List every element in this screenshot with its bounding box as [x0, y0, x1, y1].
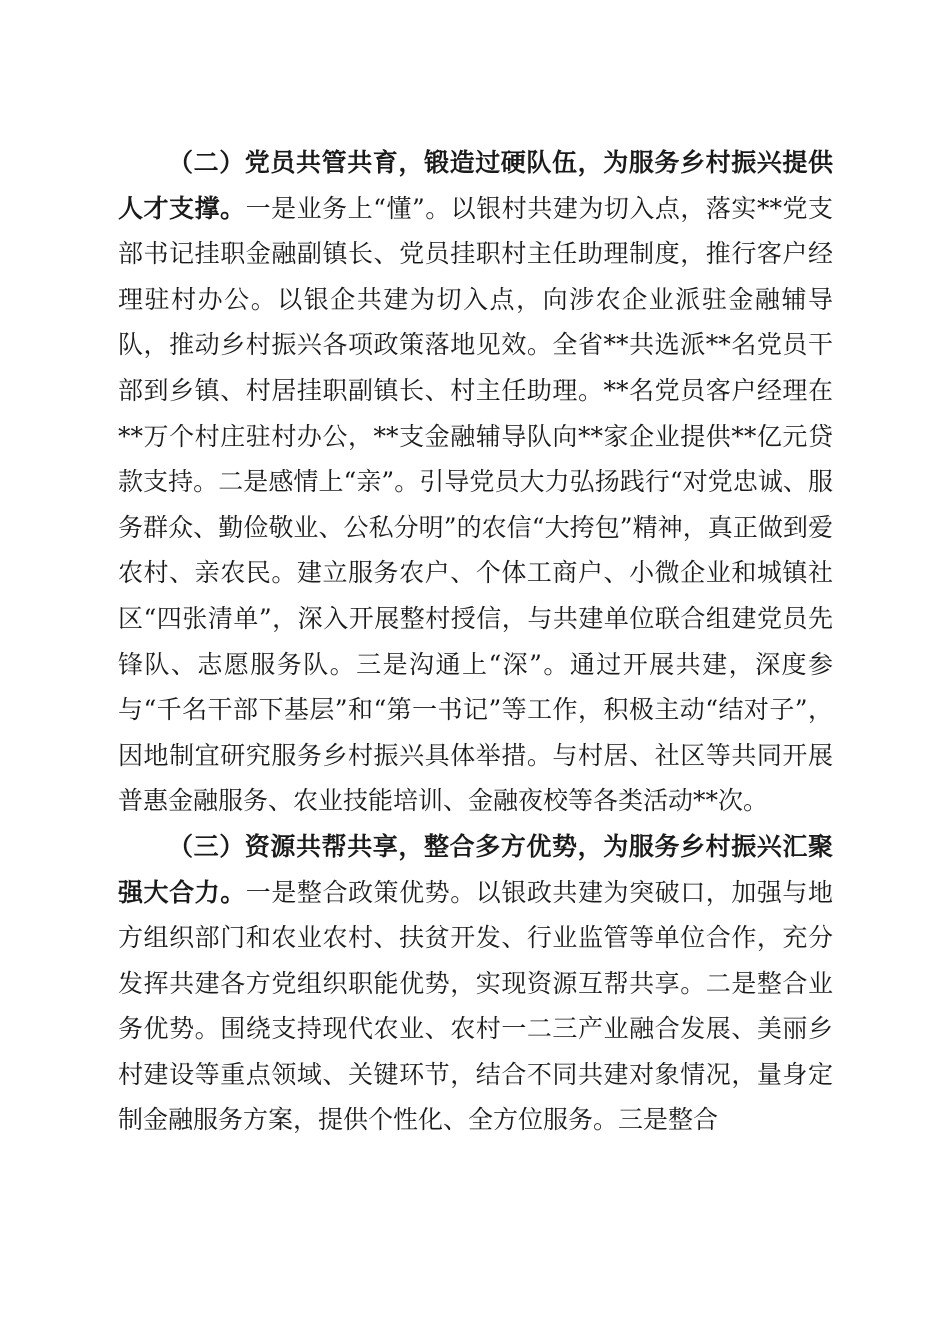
paragraph-heading: （三）资源共帮共享，整合多方优势，为服务乡村振兴汇聚强大合力。: [118, 831, 833, 907]
paragraph-heading: （二）党员共管共育，锻造过硬队伍，为服务乡村振兴提供人才支撑。: [118, 148, 833, 223]
paragraph-text: 一是业务上“懂”。以银村共建为切入点，落实**党支部书记挂职金融副镇长、党员挂职村主任助理制度，推行客户经理驻村办公。以银企共建为切入点，向涉农企业派驻金融辅导队，推动乡村振兴各项政策落地见效。全省**共选派**名党员干部到乡镇、村居挂职副镇长、村主任助理。**名党员客户经理在**万个村庄驻村办公，**支金融辅导队向**家企业提供**亿元贷款支持。二是感情上“亲”。引导党员大力弘扬践行“对党忠诚、服务群众、勤俭敬业、公私分明”的农信“大挎包”精神，真正做到爱农村、亲农民。建立服务农户、个体工商户、小微企业和城镇社区“四张清单”，深入开展整村授信，与共建单位联合组建党员先锋队、志愿服务队。三是沟通上“深”。通过开展共建，深度参与“千名干部下基层”和“第一书记”等工作，积极主动“结对子”，因地制宜研究服务乡村振兴具体举措。与村居、社区等共同开展普惠金融服务、农业技能培训、金融夜校等各类活动**次。: [118, 193, 833, 816]
document-body: [118, 140, 833, 1143]
paragraph-text: 一是整合政策优势。以银政共建为突破口，加强与地方组织部门和农业农村、扶贫开发、行业监管等单位合作，充分发挥共建各方党组织职能优势，实现资源互帮共享。二是整合业务优势。围绕支持现代农业、农村一二三产业融合发展、美丽乡村建设等重点领域、关键环节，结合不同共建对象情况，量身定制金融服务方案，提供个性化、全方位服务。三是整合: [118, 877, 833, 1135]
paragraph-talent-support: [118, 140, 833, 824]
paragraph-resource-sharing: [118, 824, 833, 1143]
